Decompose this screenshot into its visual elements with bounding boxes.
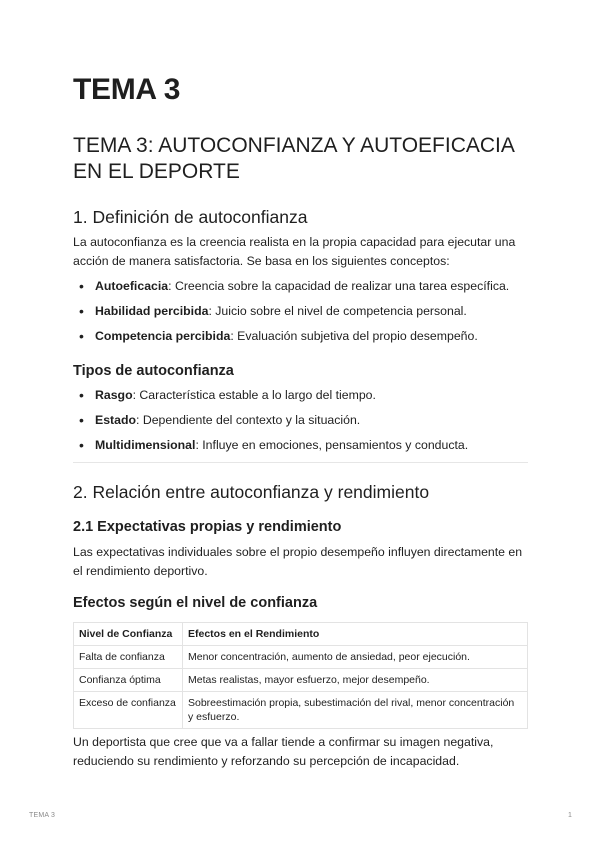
list-item: • Rasgo: Característica estable a lo largo del tiempo. — [73, 387, 528, 412]
section2-heading: 2. Relación entre autoconfianza y rendimiento — [73, 482, 430, 502]
table-header-cell: Efectos en el Rendimiento — [183, 623, 528, 646]
section-divider — [73, 462, 528, 463]
list-item: • Estado: Dependiente del contexto y la situación. — [73, 412, 528, 437]
concepts-list — [73, 278, 528, 353]
footer-label: TEMA 3 — [29, 812, 56, 819]
types-list — [73, 387, 528, 462]
document-title: TEMA 3 — [73, 73, 181, 106]
table-row — [74, 669, 528, 692]
list-item: • Multidimensional: Influye en emociones, pensamientos y conducta. — [73, 437, 528, 462]
section1-intro: La autoconfianza es la creencia realista en la propia capacidad para ejecutar una acción de manera satisfactoria. Se basa en los siguientes conceptos: — [73, 235, 516, 268]
table-row — [74, 646, 528, 669]
table-cell: Sobreestimación propia, subestimación del rival, menor concentración y esfuerzo. — [183, 692, 528, 729]
table-header-cell: Nivel de Confianza — [74, 623, 183, 646]
table-cell: Confianza óptima — [74, 669, 183, 692]
table-cell: Exceso de confianza — [74, 692, 183, 729]
subsection-heading: 2.1 Expectativas propias y rendimiento — [73, 519, 342, 535]
table-row — [74, 692, 528, 729]
main-title: TEMA 3: AUTOCONFIANZA Y AUTOEFICACIA EN EL DEPORTE — [73, 134, 514, 183]
section1-heading: 1. Definición de autoconfianza — [73, 207, 308, 227]
effects-heading: Efectos según el nivel de confianza — [73, 595, 318, 611]
list-item: • Competencia percibida: Evaluación subjetiva del propio desempeño. — [73, 328, 528, 353]
page-number: 1 — [568, 812, 572, 819]
closing-paragraph: Un deportista que cree que va a fallar tiende a confirmar su imagen negativa, reduciendo su rendimiento y reforzando su percepción de incapacidad. — [73, 735, 494, 768]
table-header-row — [74, 623, 528, 646]
table-cell: Falta de confianza — [74, 646, 183, 669]
table-cell: Metas realistas, mayor esfuerzo, mejor desempeño. — [183, 669, 528, 692]
types-heading: Tipos de autoconfianza — [73, 363, 234, 379]
subsection-text: Las expectativas individuales sobre el propio desempeño influyen directamente en el rendimiento deportivo. — [73, 545, 523, 578]
effects-table — [73, 622, 528, 729]
table-cell: Menor concentración, aumento de ansiedad, peor ejecución. — [183, 646, 528, 669]
list-item: • Autoeficacia: Creencia sobre la capacidad de realizar una tarea específica. — [73, 278, 528, 303]
list-item: • Habilidad percibida: Juicio sobre el nivel de competencia personal. — [73, 303, 528, 328]
